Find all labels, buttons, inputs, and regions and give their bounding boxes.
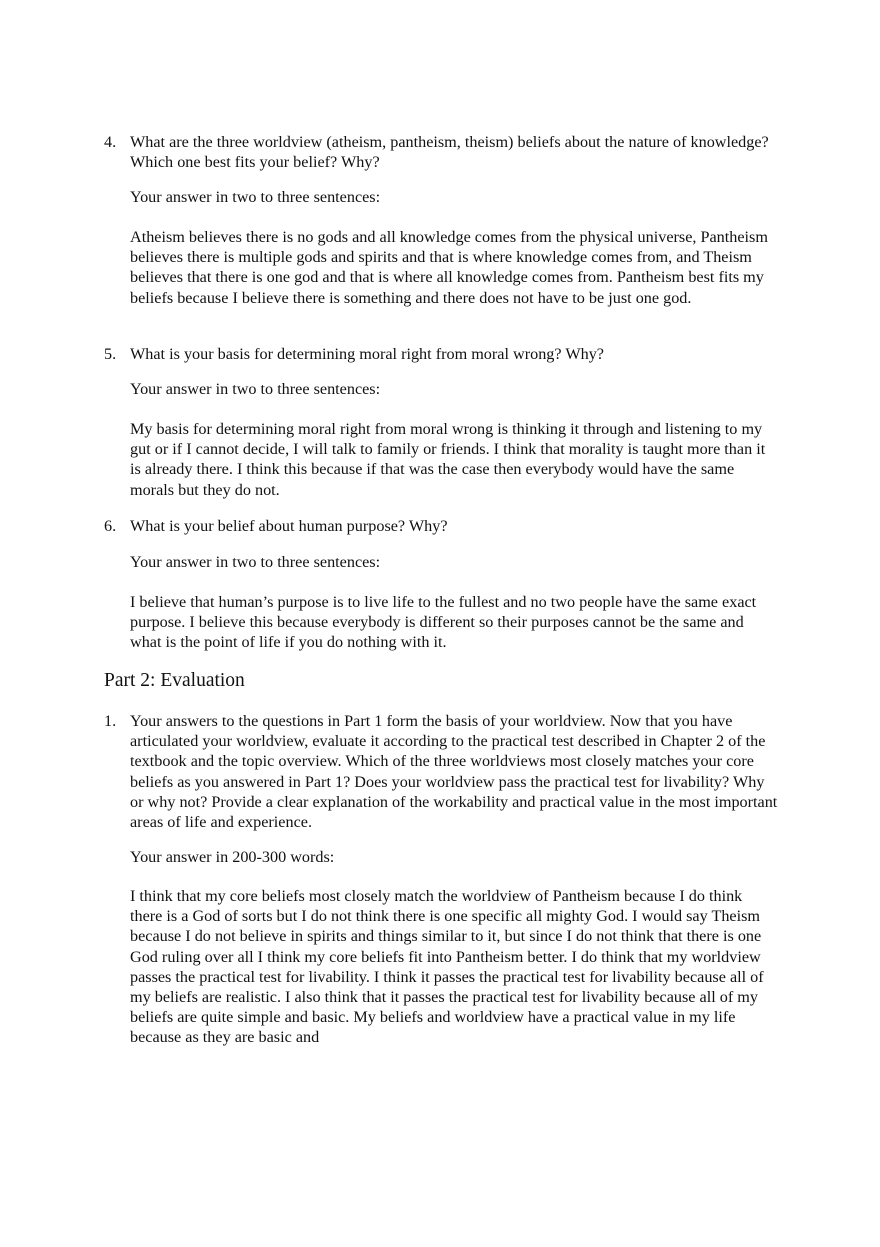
answer-text: I believe that human’s purpose is to live life to the fullest and no two people have the same exact purpose. I believe this because everybody is different so their purposes cannot be the same and what is the point of life if you do nothing with it. [130,593,757,652]
answer-text: I think that my core beliefs most closely match the worldview of Pantheism because I do think there is a God of sorts but I do not think there is one specific all mighty God. I would say Theism because I do not believe in spirits and things similar to it, but since I do not think that there is one God ruling over all I think my core beliefs fit into Pantheism better. I do think that my worldview passes the practical test for livability. I think it passes the practical test for livability because all of my beliefs are realistic. I also think that it passes the practical test for livability because all of my beliefs are quite simple and basic. My beliefs and worldview have a practical value in my life because as they are basic and [130,887,764,1047]
question-text: What is your basis for determining moral right from moral wrong? Why? [130,345,604,363]
question-number: 1. [104,712,117,730]
answer-text: My basis for determining moral right from moral wrong is thinking it through and listening to my gut or if I cannot decide, I will talk to family or friends. I think that morality is taught more than it is already there. I think this because if that was the case then everybody would have the same morals but they do not. [130,420,766,499]
question-text: What is your belief about human purpose? Why? [130,517,448,535]
question-number: 6. [104,517,117,535]
part2-question-1 [104,711,784,835]
answer-prompt: Your answer in two to three sentences: [130,380,381,398]
question-text: Your answers to the questions in Part 1 form the basis of your worldview. Now that you have articulated your worldview, evaluate it according to the practical test described in Chapter 2 of the textbook and the topic overview. Which of the three worldviews most closely matches your core beliefs as you answered in Part 1? Does your worldview pass the practical test for livability? Why or why not? Provide a clear explanation of the workability and practical value in the most important areas of life and experience. [130,712,778,832]
answer-text: Atheism believes there is no gods and all knowledge comes from the physical universe, Pantheism believes there is multiple gods and spirits and that is where knowledge comes from, and Theism believes that there is one god and that is where all knowledge comes from. Pantheism best fits my beliefs because I believe there is something and there does not have to be just one god. [130,228,768,307]
answer-prompt: Your answer in 200-300 words: [130,848,335,866]
question-6 [104,516,784,538]
question-text: What are the three worldview (atheism, pantheism, theism) beliefs about the nature of knowledge? Which one best fits your belief? Why? [130,133,769,172]
question-number: 4. [104,133,117,151]
answer-prompt: Your answer in two to three sentences: [130,188,381,206]
question-number: 5. [104,345,117,363]
question-4 [104,132,784,176]
section-heading: Part 2: Evaluation [104,670,245,691]
answer-prompt: Your answer in two to three sentences: [130,553,381,571]
question-5 [104,344,784,366]
